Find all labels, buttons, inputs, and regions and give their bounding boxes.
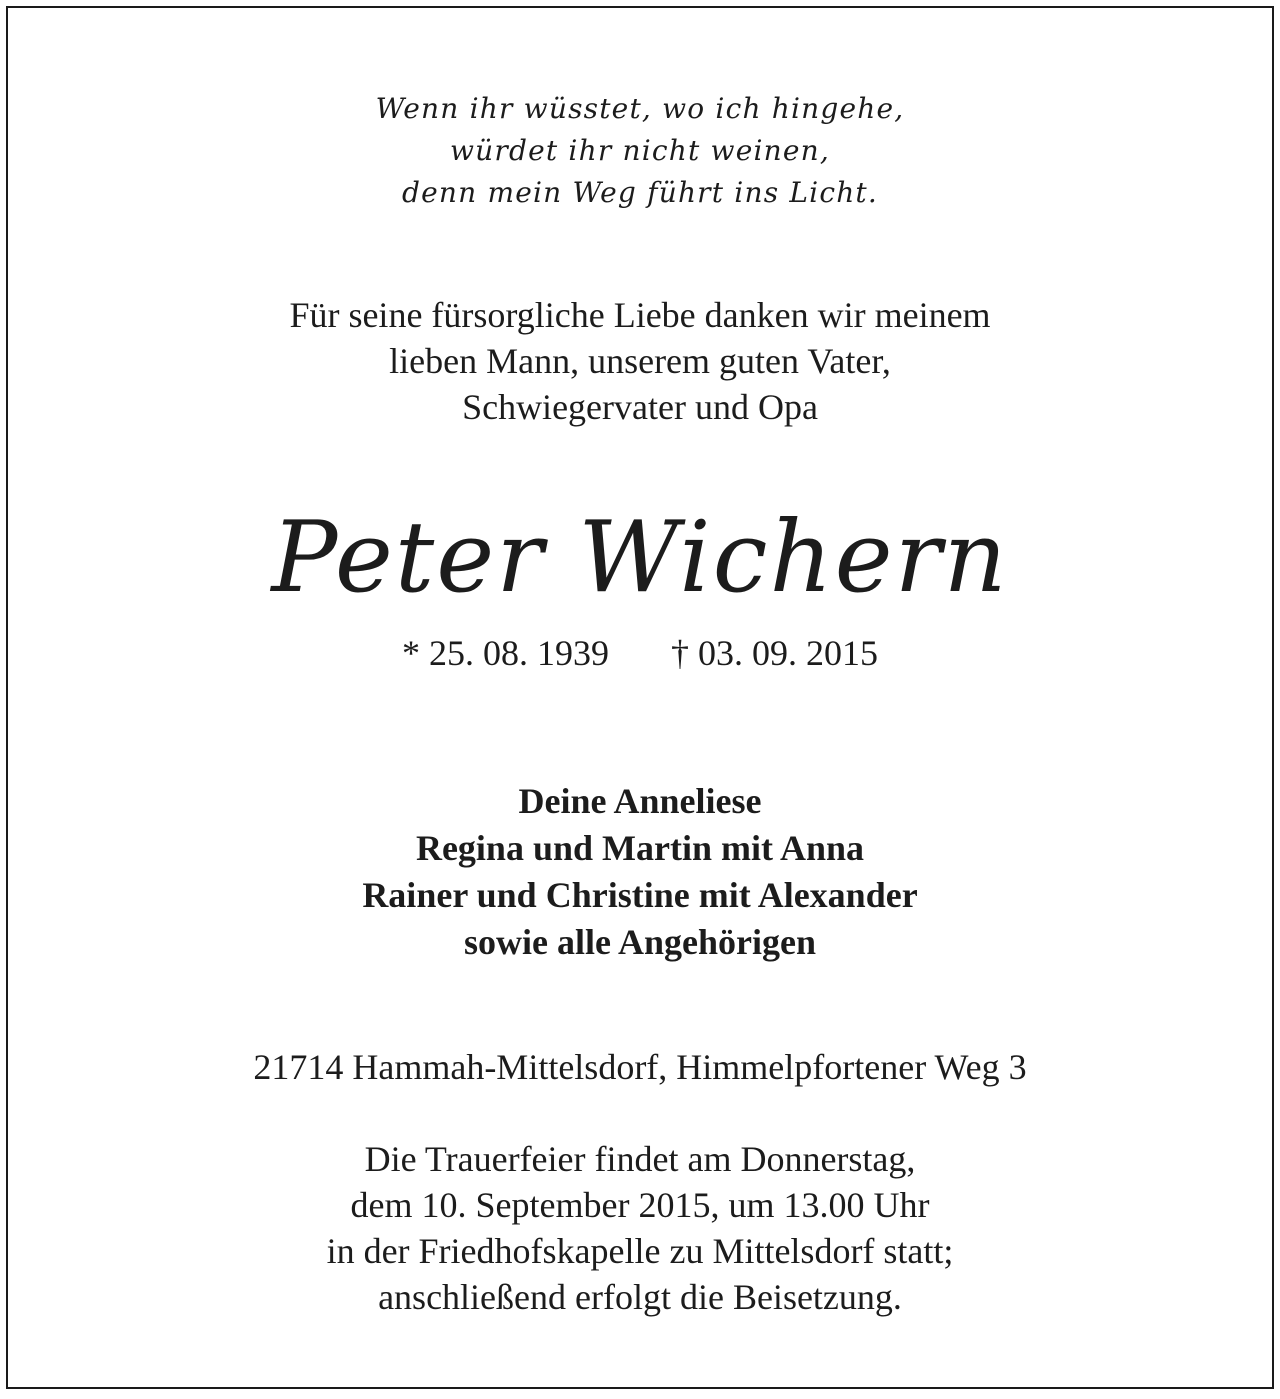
birth-date: * 25. 08. 1939 [402, 633, 609, 673]
obituary-notice [6, 6, 1274, 1389]
motto-line: denn mein Weg führt ins Licht. [401, 176, 878, 209]
intro-line: Für seine fürsorgliche Liebe danken wir meinem [289, 295, 991, 335]
funeral-service-info [8, 1136, 1272, 1320]
family-address: 21714 Hammah-Mittelsdorf, Himmelpfortener Weg 3 [253, 1047, 1027, 1087]
life-dates [8, 630, 1272, 676]
mourner-line: Regina und Martin mit Anna [415, 828, 865, 868]
mourners-list [8, 778, 1272, 966]
mourner-line: Deine Anneliese [518, 781, 762, 821]
service-line: dem 10. September 2015, um 13.00 Uhr [350, 1185, 930, 1225]
service-line: anschließend erfolgt die Beisetzung. [378, 1277, 902, 1317]
motto-line: würdet ihr nicht weinen, [450, 134, 830, 167]
mourner-line: Rainer und Christine mit Alexander [362, 875, 918, 915]
mourner-line: sowie alle Angehörigen [464, 922, 816, 962]
intro-line: lieben Mann, unserem guten Vater, [389, 341, 891, 381]
death-date: † 03. 09. 2015 [671, 633, 878, 673]
service-line: Die Trauerfeier findet am Donnerstag, [364, 1139, 916, 1179]
service-line: in der Friedhofskapelle zu Mittelsdorf statt; [326, 1231, 954, 1271]
motto-line: Wenn ihr wüsstet, wo ich hingehe, [375, 92, 905, 125]
intro-line: Schwiegervater und Opa [462, 387, 818, 427]
motto-verse [8, 88, 1272, 214]
deceased-name: Peter Wichern [271, 501, 1009, 615]
intro-text [8, 292, 1272, 430]
